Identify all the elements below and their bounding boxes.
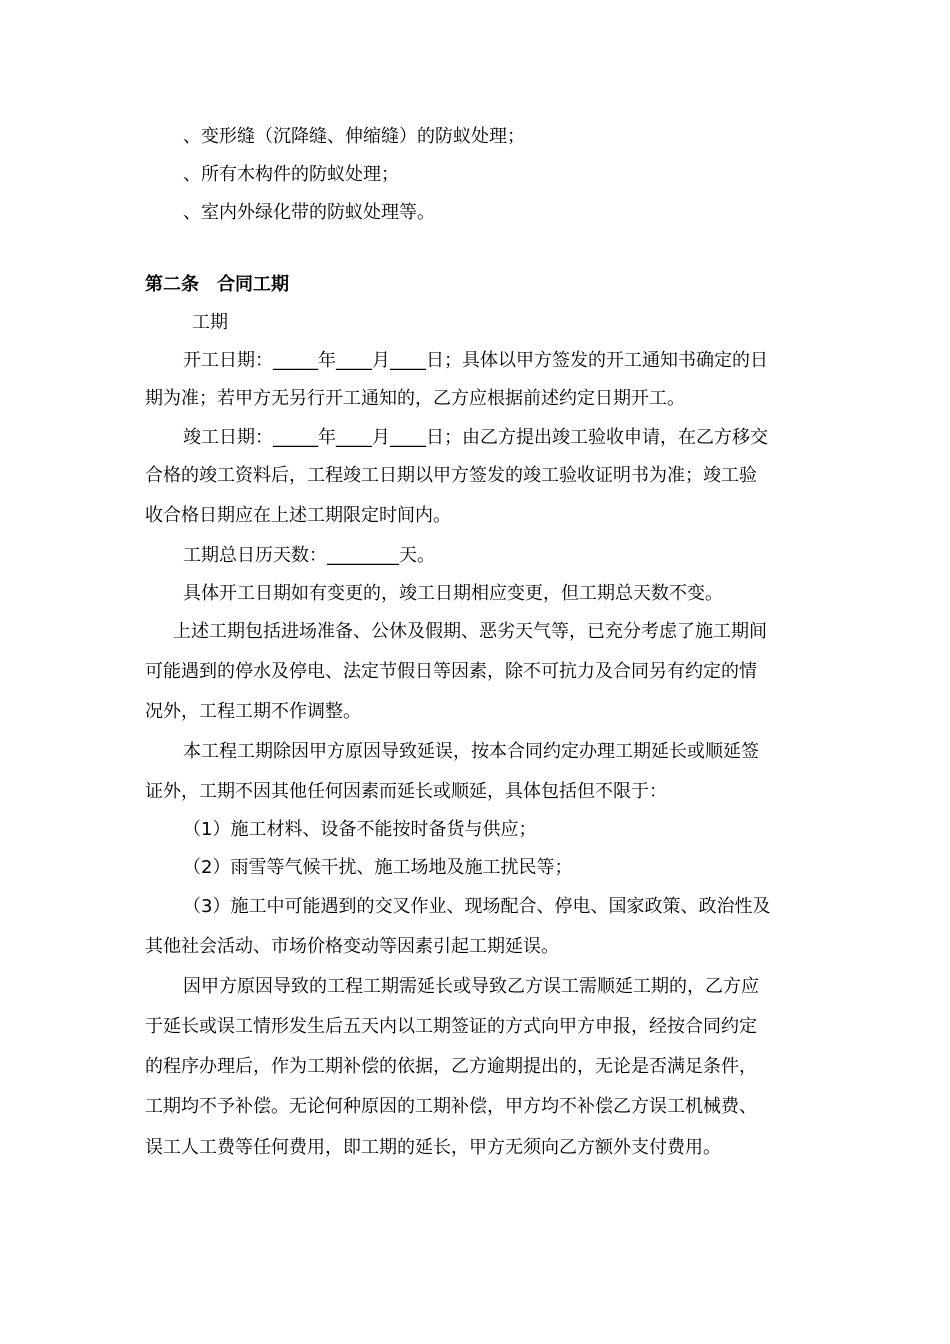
paragraph-line: 本工程工期除因甲方原因导致延误，按本合同约定办理工期延长或顺延签: [183, 741, 759, 762]
paragraph-line: 于延长或误工情形发生后五天内以工期签证的方式向甲方申报，经按合同约定: [145, 1016, 757, 1037]
paragraph-line: 合格的竣工资料后，工程竣工日期以甲方签发的竣工验收证明书为准；竣工验: [145, 465, 757, 486]
paragraph-line: 收合格日期应在上述工期限定时间内。: [145, 505, 451, 526]
section-heading-article-2: 第二条 合同工期: [145, 274, 289, 295]
paragraph-line: 可能遇到的停水及停电、法定节假日等因素，除不可抗力及合同另有约定的情: [145, 661, 757, 682]
paragraph-line: 具体开工日期如有变更的，竣工日期相应变更，但工期总天数不变。: [183, 583, 723, 604]
paragraph-line: 开工日期：_____年____月____日；具体以甲方签发的开工通知书确定的日: [183, 350, 768, 371]
list-item: （1）施工材料、设备不能按时备货与供应；: [183, 819, 537, 840]
paragraph-line: 证外，工期不因其他任何因素而延长或顺延，具体包括但不限于：: [145, 781, 667, 802]
paragraph-line: 况外，工程工期不作调整。: [145, 701, 361, 722]
list-item-wood-members: 、所有木构件的防蚁处理；: [183, 164, 399, 185]
list-item: （3）施工中可能遇到的交叉作业、现场配合、停电、国家政策、政治性及: [183, 896, 771, 917]
paragraph-line: 竣工日期：_____年____月____日；由乙方提出竣工验收申请，在乙方移交: [183, 427, 768, 448]
list-item-deformation-joint: 、变形缝（沉降缝、伸缩缝）的防蚁处理；: [183, 126, 525, 147]
paragraph-line: 的程序办理后，作为工期补偿的依据，乙方逾期提出的，无论是否满足条件，: [145, 1056, 757, 1077]
paragraph-line: 因甲方原因导致的工程工期需延长或导致乙方误工需顺延工期的，乙方应: [183, 976, 759, 997]
paragraph-line: 其他社会活动、市场价格变动等因素引起工期延误。: [145, 936, 559, 957]
paragraph-line: 期为准；若甲方无另行开工通知的，乙方应根据前述约定日期开工。: [145, 388, 685, 409]
list-item: （2）雨雪等气候干扰、施工场地及施工扰民等；: [183, 857, 573, 878]
paragraph-line: 工期总日历天数：________天。: [183, 545, 435, 566]
list-item-green-belt: 、室内外绿化带的防蚁处理等。: [183, 202, 435, 223]
subheading-duration: 工期: [192, 312, 228, 333]
paragraph-line: 误工人工费等任何费用，即工期的延长，甲方无须向乙方额外支付费用。: [145, 1137, 721, 1158]
paragraph-line: 工期均不予补偿。无论何种原因的工期补偿，甲方均不补偿乙方误工机械费、: [145, 1096, 757, 1117]
paragraph-line: 上述工期包括进场准备、公休及假期、恶劣天气等，已充分考虑了施工期间: [173, 621, 767, 642]
